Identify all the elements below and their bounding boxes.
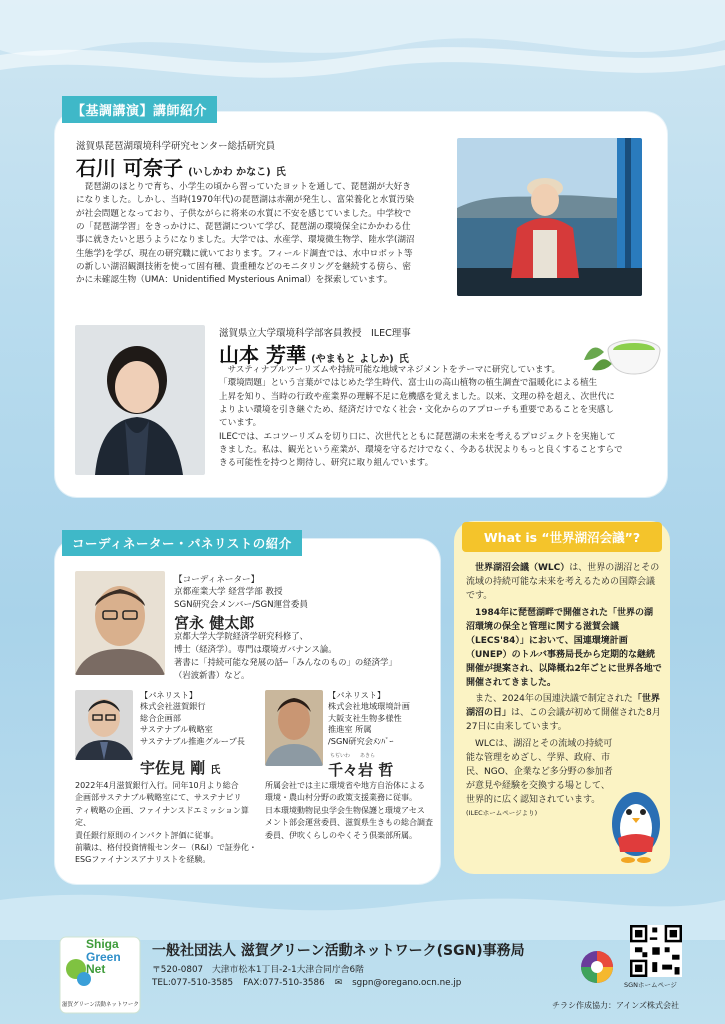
footer-tel: TEL:077-510-3585 — [152, 978, 234, 988]
panelist2-role: 【パネリスト】 — [328, 690, 386, 700]
logo-text — [86, 938, 121, 976]
panelist2-ruby: ちぢいわ あきら — [330, 753, 376, 759]
speaker2-org: 滋賀県立大学環境科学部客員教授 ILEC理事 — [219, 328, 411, 339]
coordinator-name: 宮永 健太郎 — [174, 614, 255, 633]
panelists-tag: コーディネーター・パネリストの紹介 — [62, 530, 302, 556]
wlc-p3a: また、2024年の国連決議で制定された — [475, 694, 633, 705]
speaker1-reading: (いしかわ かなこ) — [188, 167, 271, 178]
panelist1-info — [140, 690, 245, 747]
panelist1-name-line — [140, 757, 220, 778]
bio-line: 「環境問題」という言葉がではじめた学生時代、富士山の高山植物の植生調査で温暖化による植生 — [219, 378, 598, 389]
footer-email-link[interactable]: sgpn@oregano.ocn.ne.jp — [352, 978, 462, 988]
globe-logo-icon — [578, 948, 616, 986]
bio-line: 琵琶湖のほとりで育ち、小学生の頃から習っていたヨットを通して、琵琶湖が大好き — [76, 182, 411, 192]
speaker2-photo — [75, 325, 205, 475]
panelist2-photo — [265, 690, 323, 766]
bio-line: ティ戦略の企画、ファイナンスドエミッション算定、 — [75, 805, 249, 828]
qr-caption: SGNホームページ — [624, 981, 677, 989]
panelist2-info — [328, 690, 410, 747]
penguin-mascot — [606, 778, 666, 864]
bio-line: が社会問題となっており、子供ながらに将来の水質に不安を感じていました。中学校で — [76, 208, 412, 219]
footer-contact — [152, 978, 461, 988]
bio-line: きました。私は、観光という産業が、環境を守るだけでなく、今ある状況よりもっと良くすることすらで — [219, 444, 623, 455]
wlc-p2: 1984年に琵琶湖畔で開催された「世界の湖沼環境の保全と管理に関する滋賀会議（LECS'84）」において、国連環境計画（UNEP）のトルバ事務局長から定期的な継続開催が提案され、以降概ね2年ごとに世界各地で開催されてきました。 — [466, 607, 662, 688]
bio-line: 2022年4月滋賀銀行入行。同年10月より総合 — [75, 781, 239, 790]
coordinator-bio — [174, 630, 434, 682]
panelist1-name: 宇佐見 剛 — [140, 759, 206, 777]
wlc-p3-bold: 「世界湖沼の日」 — [466, 694, 660, 719]
bio-line: 環境・農山村分野の政策支援業務に従事。 — [265, 793, 417, 803]
qr-code-icon[interactable] — [630, 925, 682, 977]
panelist1-role: 【パネリスト】 — [140, 690, 198, 700]
top-wave — [0, 0, 725, 90]
bio-line: 日本環境動物昆虫学会生物保護と環境アセス — [265, 805, 425, 815]
footer-address: 〒520-0807 大津市松本1丁目-2-1大津合同庁舎6階 — [152, 965, 364, 975]
panelist2-name: 千々岩 哲 — [328, 761, 394, 779]
panelist2-org: /SGN研究会ﾒﾝﾊﾞｰ — [328, 735, 394, 746]
bio-line: 事に就きたいと思うようになりました。大学では、水産学、環境微生物学、陸水学(湖沼 — [76, 235, 415, 246]
speaker1-bio — [76, 181, 448, 288]
bio-line: の「琵琶湖学習」をきっかけに、琵琶湖について学び、琵琶湖の環境保全にかかわる仕 — [76, 221, 411, 232]
speaker1-photo — [457, 138, 642, 296]
logo-line: Green — [86, 949, 121, 964]
panelist1-org: サステナブル戦略室 — [140, 724, 213, 735]
bio-line: メント部会運営委員、滋賀県生きもの総合調査 — [265, 818, 433, 828]
wlc-p1-text: は、世界の湖沼とその流域の持続可能な未来を考えるための国際会議です。 — [466, 563, 660, 601]
coordinator-org: SGN研究会メンバー/SGN運営委員 — [174, 599, 308, 610]
bio-line: 企画部サステナブル戦略室にて、サステナビリ — [75, 793, 242, 803]
speaker1-honorific: 氏 — [275, 167, 286, 178]
bio-line: になりました。しかし、当時(1970年代)の琵琶湖は赤潮が発生し、富栄養化と水質汚染 — [76, 195, 414, 206]
bio-line: 前職は、格付投資情報センター（R&I）で証券化・ — [75, 842, 257, 852]
coordinator-info — [174, 574, 308, 635]
bio-line: 京都大学大学院経済学研究科修了、 — [174, 631, 308, 641]
speaker2-name: 山本 芳華 — [219, 343, 306, 367]
speaker2-bio — [219, 364, 649, 471]
speaker1-org: 滋賀県琵琶湖環境科学研究センター総括研究員 — [76, 141, 276, 152]
bio-line: きる可能性を持つと期待し、研究に取り組んでいます。 — [219, 458, 434, 469]
panelist2-bio — [265, 780, 437, 842]
bio-line: サスティナブルツーリズムや持続可能な地域マネジメントをテーマに研究しています。 — [219, 365, 561, 375]
logo-line: Net — [86, 962, 106, 977]
panelist1-bio — [75, 780, 260, 867]
panelist1-photo — [75, 690, 133, 760]
wlc-source: (ILECホームページより) — [466, 808, 538, 817]
speaker2-honorific: 氏 — [398, 354, 409, 365]
keynote-tag: 【基調講演】講師紹介 — [62, 96, 217, 123]
bio-line: ESGファイナンスアナリストを経験。 — [75, 855, 211, 865]
footer-fax: FAX:077-510-3586 — [243, 978, 325, 988]
wlc-p1-bold: 世界湖沼会議（WLC） — [475, 563, 570, 573]
bio-line: 責任銀行原則のインパクト評価に従事。 — [75, 830, 219, 840]
bio-line: かに未確認生物（UMA：Unidentified Mysterious Animal）を探索しています。 — [76, 275, 393, 286]
bio-line: の新しい湖沼観測技術を使って固有種、貴重種などのモニタリングを継続する傍ら、密 — [76, 261, 411, 272]
logo-caption: 滋賀グリーン活動ネットワーク — [62, 1002, 139, 1008]
speaker1-name: 石川 可奈子 — [76, 156, 183, 180]
bio-line: ています。 — [219, 418, 262, 429]
panelist2-org: 大阪支社生物多様性 — [328, 712, 402, 723]
panelist1-org: サステナブル推進グループ長 — [140, 735, 245, 746]
wlc-p4: WLCは、湖沼とその流域の持続可能な管理をめざし、学界、政府、市民、NGO、企業など多分野の参加者が意見や経験を交換する場として、世界的に広く認知されています。 — [466, 739, 613, 805]
wlc-heading: What is “世界湖沼会議”? — [462, 522, 662, 552]
coordinator-org: 京都産業大学 経営学部 教授 — [174, 587, 283, 598]
panelist1-honorific: 氏 — [210, 765, 221, 776]
bio-line: 博士（経済学）。専門は環境ガバナンス論。 — [174, 644, 337, 655]
coordinator-role: 【コーディネーター】 — [174, 575, 260, 585]
panelist1-org: 株式会社滋賀銀行 — [140, 701, 206, 712]
bio-line: ILECでは、エコツーリズムを切り口に、次世代とともに琵琶湖の未来を考えるプロジェクトを実施して — [219, 431, 616, 442]
bio-line: 生態学)を学び、現在の研究職に就いております。フィールド調査では、水中ロボット等 — [76, 248, 413, 259]
speaker1-name-line — [76, 152, 286, 181]
logo-line: Shiga — [86, 937, 119, 951]
wlc-p3 — [466, 693, 662, 735]
bio-line: 委員、伊吹くらしのやくそう倶楽部所属。 — [265, 830, 417, 840]
speaker2-reading: (やまもと よしか) — [311, 354, 394, 365]
bio-line: 上昇を知り、当時の行政や産業界の理解不足に危機感を覚えました。以来、文理の枠を超え、次世代に — [219, 391, 615, 402]
bio-line: 所属会社では主に環境省や地方自治体による — [265, 781, 425, 790]
bottom-wave — [0, 880, 725, 940]
coordinator-photo — [75, 571, 165, 675]
bio-line: よりよい環境を引き継ぐため、経済だけでなく社会・文化からのアプローチも重要であることを実感し — [219, 404, 614, 415]
wlc-p1 — [466, 562, 662, 604]
footer-credit: チラシ作成協力：アインズ株式会社 — [552, 1001, 680, 1010]
email-icon: ✉ — [334, 978, 343, 988]
bio-line: 著書に「持続可能な発展の話─「みんなのもの」の経済学」 — [174, 657, 397, 668]
panelist2-org: 推進室 所属 — [328, 724, 372, 735]
bio-line: （岩波新書）など。 — [174, 670, 250, 681]
panelist2-org: 株式会社地域環境計画 — [328, 701, 410, 712]
footer-org-name: 一般社団法人 滋賀グリーン活動ネットワーク(SGN)事務局 — [152, 943, 525, 959]
panelist1-org: 総合企画部 — [140, 712, 181, 723]
wlc-p3b: は、この会議が初めて開催された8月27日に由来しています。 — [466, 708, 661, 733]
